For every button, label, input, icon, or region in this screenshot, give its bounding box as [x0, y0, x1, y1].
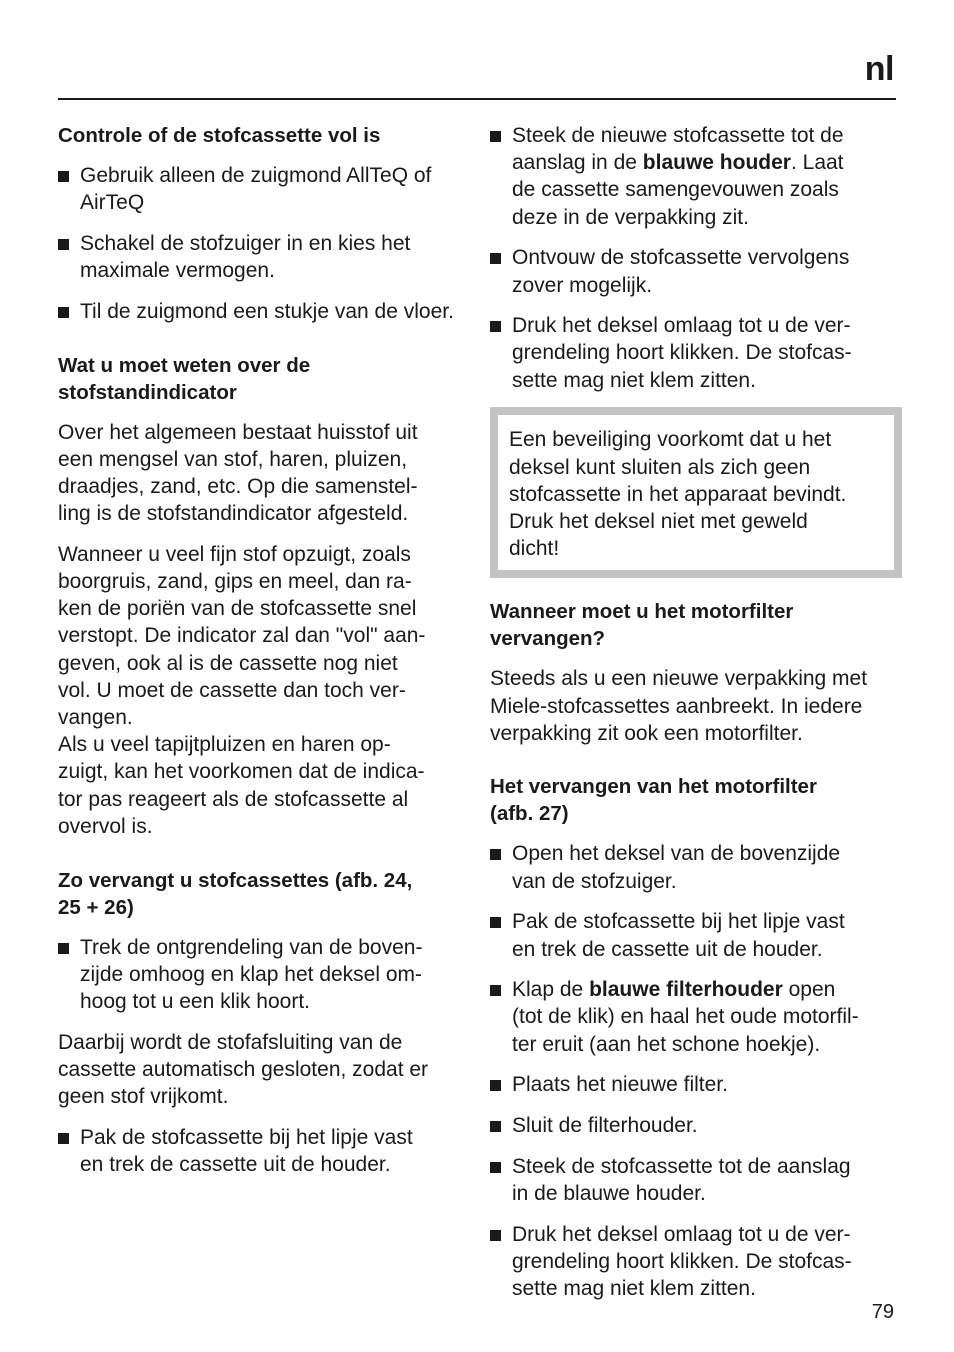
text-line: vangen. [58, 706, 133, 730]
text-segment: Klap de [512, 978, 590, 1002]
bullet-text: Til de zuigmond een stukje van de vloer. [80, 299, 454, 323]
text-line: Plaats het nieuwe filter. [512, 1073, 728, 1097]
bullet-item [58, 934, 466, 1016]
text-line: Als u veel tapijtpluizen en haren op- [58, 733, 391, 757]
text-line: ter eruit (aan het schone hoekje). [512, 1032, 821, 1056]
heading-line: 25 + 26) [58, 895, 134, 919]
text-line: boorgruis, zand, gips en meel, dan ra- [58, 570, 412, 594]
text-segment: open [782, 978, 836, 1002]
bullet-text: Gebruik alleen de zuigmond AllTeQ of AirTeQ [80, 164, 432, 215]
text-line: de cassette samengevouwen zoals [512, 178, 839, 202]
text-line: een mengsel van stof, haren, pluizen, [58, 447, 408, 471]
heading-line: (afb. 27) [490, 802, 569, 826]
bullet-item [490, 1221, 898, 1303]
bullet-item [490, 1112, 898, 1139]
text-line: Een beveiliging voorkomt dat u het [509, 428, 832, 452]
bullet-item [58, 230, 466, 284]
section-heading-when-replace-filter [490, 598, 898, 652]
text-line: overvol is. [58, 814, 153, 838]
page-number: 79 [871, 1301, 894, 1323]
paragraph-dust-composition [58, 419, 466, 528]
text-line: hoog tot u een klik hoort. [80, 989, 310, 1013]
text-line: Over het algemeen bestaat huisstof uit [58, 420, 418, 444]
text-line: grendeling hoort klikken. De stofcas- [512, 341, 852, 365]
text-line: in de blauwe houder. [512, 1181, 706, 1205]
right-column [490, 122, 898, 1316]
heading-line: vervangen? [490, 627, 606, 651]
bullet-item [58, 298, 466, 325]
text-line: van de stofzuiger. [512, 869, 677, 893]
section-heading-replace-cassettes [58, 867, 466, 921]
section-heading-replace-filter [490, 773, 898, 827]
text-line: (tot de klik) en haal het oude motorfil- [512, 1005, 859, 1029]
text-segment: aanslag in de [512, 151, 643, 175]
bullet-item [490, 122, 898, 231]
text-line: Miele-stofcassettes aanbreekt. In iedere [490, 694, 863, 718]
text-line: vol. U moet de cassette dan toch ver- [58, 678, 406, 702]
text-line: Daarbij wordt de stofafsluiting van de [58, 1030, 403, 1054]
text-line: Druk het deksel omlaag tot u de ver- [512, 314, 851, 338]
bullet-text: Schakel de stofzuiger in en kies het maximale vermogen. [80, 231, 411, 283]
text-line: geen stof vrijkomt. [58, 1085, 229, 1109]
text-line: Pak de stofcassette bij het lipje vast [512, 910, 845, 934]
text-line: Sluit de filterhouder. [512, 1114, 698, 1138]
text-line: Steek de nieuwe stofcassette tot de [512, 124, 844, 147]
text-line: en trek de cassette uit de houder. [80, 1152, 391, 1176]
section-heading-indicator [58, 352, 466, 406]
left-column [58, 122, 466, 1192]
heading-line: Zo vervangt u stofcassettes (afb. 24, [58, 868, 413, 892]
bullet-item [58, 162, 466, 216]
paragraph-dust-seal [58, 1029, 466, 1111]
bold-term: blauwe filterhouder [589, 978, 783, 1002]
text-line: stofcassette in het apparaat bevindt. [509, 482, 847, 506]
text-line: Druk het deksel omlaag tot u de ver- [512, 1222, 851, 1246]
text-line: verstopt. De indicator zal dan "vol" aan- [58, 624, 426, 648]
paragraph-filter-timing [490, 665, 898, 747]
text-line: Trek de ontgrendeling van de boven- [80, 935, 423, 959]
heading-line: Het vervangen van het motorfilter [490, 775, 817, 799]
text-line: zover mogelijk. [512, 273, 653, 297]
text-line: draadjes, zand, etc. Op die samenstel- [58, 474, 418, 498]
text-line: Open het deksel van de bovenzijde [512, 842, 841, 866]
text-line: sette mag niet klem zitten. [512, 1277, 756, 1301]
text-line: Druk het deksel niet met geweld [509, 509, 808, 533]
text-line: zijde omhoog en klap het deksel om- [80, 962, 423, 986]
bullet-item [490, 312, 898, 394]
bullet-item [490, 244, 898, 298]
text-segment: . Laat [790, 151, 844, 175]
bullet-item [490, 840, 898, 894]
paragraph-fine-dust [58, 541, 466, 840]
text-line: grendeling hoort klikken. De stofcas- [512, 1249, 852, 1273]
text-line: Wanneer u veel fijn stof opzuigt, zoals [58, 542, 411, 566]
bullet-item [490, 908, 898, 962]
text-line: zuigt, kan het voorkomen dat de indica- [58, 760, 425, 784]
text-line: geven, ook al is de cassette nog niet [58, 651, 398, 675]
bullet-item [490, 976, 898, 1058]
bullet-item [58, 1124, 466, 1178]
text-line: Pak de stofcassette bij het lipje vast [80, 1125, 413, 1149]
text-line: deksel kunt sluiten als zich geen [509, 455, 811, 479]
text-line: ling is de stofstandindicator afgesteld. [58, 502, 409, 526]
text-line: deze in de verpakking zit. [512, 205, 749, 229]
text-line: Steek de stofcassette tot de aanslag [512, 1154, 851, 1178]
text-line: sette mag niet klem zitten. [512, 368, 756, 392]
bullet-item [490, 1071, 898, 1098]
text-line: Steeds als u een nieuwe verpakking met [490, 667, 868, 691]
language-code: nl [864, 50, 894, 88]
section-heading-check-full: Controle of de stofcassette vol is [58, 124, 381, 147]
bold-term: blauwe houder [642, 151, 791, 175]
header-rule [58, 98, 896, 100]
heading-line: Wanneer moet u het motorfilter [490, 600, 794, 624]
text-line: Ontvouw de stofcassette vervolgens [512, 246, 850, 270]
note-box [490, 407, 902, 578]
heading-line: stofstandindicator [58, 380, 237, 404]
text-line: tor pas reageert als de stofcassette al [58, 787, 409, 811]
text-line: dicht! [509, 537, 560, 561]
text-line: cassette automatisch gesloten, zodat er [58, 1057, 429, 1081]
bullet-item [490, 1153, 898, 1207]
text-line: ken de poriën van de stofcassette snel [58, 597, 417, 621]
text-line: en trek de cassette uit de houder. [512, 937, 823, 961]
text-line: verpakking zit ook een motorfilter. [490, 721, 803, 745]
heading-line: Wat u moet weten over de [58, 353, 311, 377]
